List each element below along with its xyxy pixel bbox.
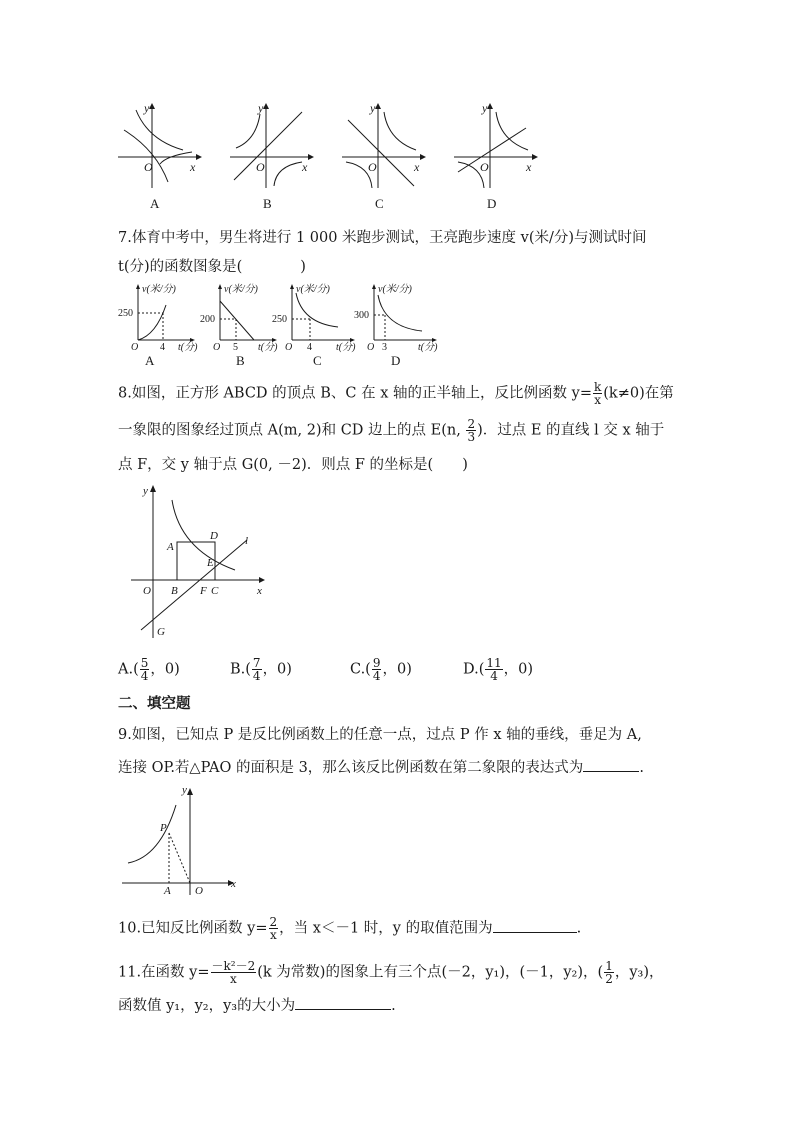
q9-text-line2: 连接 OP.若△PAO 的面积是 3，那么该反比例函数在第二象限的表达式为 . [118, 757, 644, 778]
fig-x: x [257, 585, 262, 597]
origin-label: O [367, 342, 375, 353]
q7-graph-b [200, 283, 280, 353]
axis-x-label: x [302, 160, 308, 174]
origin-label: O [131, 342, 139, 353]
axis-y-label: y [370, 101, 376, 115]
q6-graph-a [118, 100, 203, 190]
q8-line2-b: )．过点 E 的直线 l 交 x 轴于 [477, 422, 665, 439]
ytick: 250 [118, 308, 133, 319]
q9-answer-blank[interactable] [583, 757, 639, 772]
q8-line1-a: 8.如图，正方形 ABCD 的顶点 B、C 在 x 轴的正半轴上，反比例函数 y= [118, 385, 592, 402]
fraction-k-over-x: $\frac{k}{x}$ [593, 380, 602, 407]
ytick: 250 [272, 314, 287, 325]
fig-p: P [160, 822, 167, 834]
section-title: 二、填空题 [118, 696, 191, 712]
fraction-neg-k2-minus-2-over-x: $\frac{\text{－k²－2}}{x}$ [211, 959, 256, 986]
axis-x-label: x [190, 160, 196, 174]
q7-graph-d [354, 283, 444, 353]
q8-text-line1 [118, 381, 674, 406]
fig-y: y [143, 485, 148, 497]
q6-graph-d [454, 100, 539, 190]
q11-text-line2: 函数值 y₁，y₂，y₃的大小为 . [118, 995, 396, 1016]
fig-l: l [245, 535, 249, 547]
fig-b: B [171, 585, 178, 597]
q9-text-line1: 9.如图，已知点 P 是反比例函数上的任意一点，过点 P 作 x 轴的垂线，垂足为 A, [118, 727, 642, 743]
origin-label: O [213, 342, 221, 353]
fig-g: G [157, 626, 165, 638]
q6-option-d[interactable]: D [487, 196, 497, 211]
ylabel: v(米/分) [142, 284, 176, 295]
fig-f: F [200, 585, 207, 597]
q7-graph-c [272, 283, 362, 353]
q8-line2-a: 一象限的图象经过顶点 A(m, 2)和 CD 边上的点 E(n, [118, 422, 466, 439]
q11-text-line1: 11.在函数 y= $\frac{\text{－k²－2}}{x}$ (k 为常数)的图象上有三个点(－2，y₁)，(－1，y₂)，( $\frac{1}{2}$ ，y₃)， [118, 959, 664, 986]
origin-label: O [480, 160, 489, 174]
ylabel: v(米/分) [224, 284, 258, 295]
q7-text-line2: t(分)的函数图象是( ) [118, 259, 306, 275]
fraction-1-over-2: $\frac{1}{2}$ [605, 959, 613, 986]
q6-option-a[interactable]: A [150, 196, 160, 211]
q8-text-line2 [118, 418, 664, 443]
ytick: 300 [354, 310, 369, 321]
xlabel: t(分) [258, 342, 278, 353]
axis-x-label: x [526, 160, 532, 174]
origin-label: O [368, 160, 377, 174]
q7-option-c[interactable]: C [313, 353, 322, 368]
xtick: 5 [233, 342, 238, 353]
q7-text-line1: 7.体育中考中，男生将进行 1 000 米跑步测试，王亮跑步速度 v(米/分)与测试时间 [118, 230, 647, 246]
q6-option-c[interactable]: C [375, 196, 384, 211]
axis-x-label: x [414, 160, 420, 174]
fraction-2-over-x: $\frac{2}{x}$ [269, 915, 278, 942]
axis-y-label: y [144, 101, 150, 115]
q11-answer-blank[interactable] [295, 995, 391, 1010]
q6-option-b[interactable]: B [263, 196, 272, 211]
origin-label: O [256, 160, 265, 174]
q8-text-line3: 点 F，交 y 轴于点 G(0, －2)．则点 F 的坐标是( ) [118, 457, 468, 473]
q8-choice-a[interactable]: A.( $\frac{5}{4}$ ，0) [118, 656, 180, 683]
q8-choice-d[interactable]: D.( $\frac{11}{4}$ ，0) [463, 656, 534, 683]
fig-e: E [207, 557, 214, 569]
xlabel: t(分) [336, 342, 356, 353]
ylabel: v(米/分) [378, 284, 412, 295]
fig-a: A [164, 885, 171, 897]
q8-choice-b[interactable]: B.( $\frac{7}{4}$ ，0) [230, 656, 292, 683]
q7-graph-a [118, 283, 198, 353]
q8-choice-c[interactable]: C.( $\frac{9}{4}$ ，0) [350, 656, 412, 683]
fig-x: x [231, 878, 236, 890]
axis-y-label: y [258, 101, 264, 115]
xlabel: t(分) [418, 342, 438, 353]
q10-text: 10.已知反比例函数 y= $\frac{2}{x}$ ，当 x＜－1 时，y 的取值范围为 . [118, 915, 582, 942]
q7-option-b[interactable]: B [236, 353, 245, 368]
q8-figure [125, 480, 275, 642]
q6-graph-b [230, 100, 315, 190]
q6-graph-c [342, 100, 427, 190]
axis-y-label: y [482, 101, 488, 115]
q7-option-d[interactable]: D [391, 353, 401, 368]
q9-figure [120, 783, 245, 895]
xtick: 3 [382, 342, 387, 353]
ylabel: v(米/分) [296, 284, 330, 295]
fig-y: y [182, 784, 187, 796]
origin-label: O [285, 342, 293, 353]
origin-label: O [144, 160, 153, 174]
fig-a: A [167, 541, 174, 553]
fig-c: C [211, 585, 219, 597]
q8-line1-b: (k≠0)在第 [603, 385, 674, 402]
ytick: 200 [200, 314, 215, 325]
fig-o: O [195, 885, 203, 897]
xtick: 4 [307, 342, 312, 353]
fig-o: O [143, 585, 151, 597]
fraction-2-over-3: $\frac{2}{3}$ [467, 417, 476, 444]
q10-answer-blank[interactable] [493, 918, 577, 933]
xlabel: t(分) [178, 342, 198, 353]
q7-option-a[interactable]: A [145, 353, 155, 368]
fig-d: D [210, 530, 218, 542]
xtick: 4 [160, 342, 165, 353]
